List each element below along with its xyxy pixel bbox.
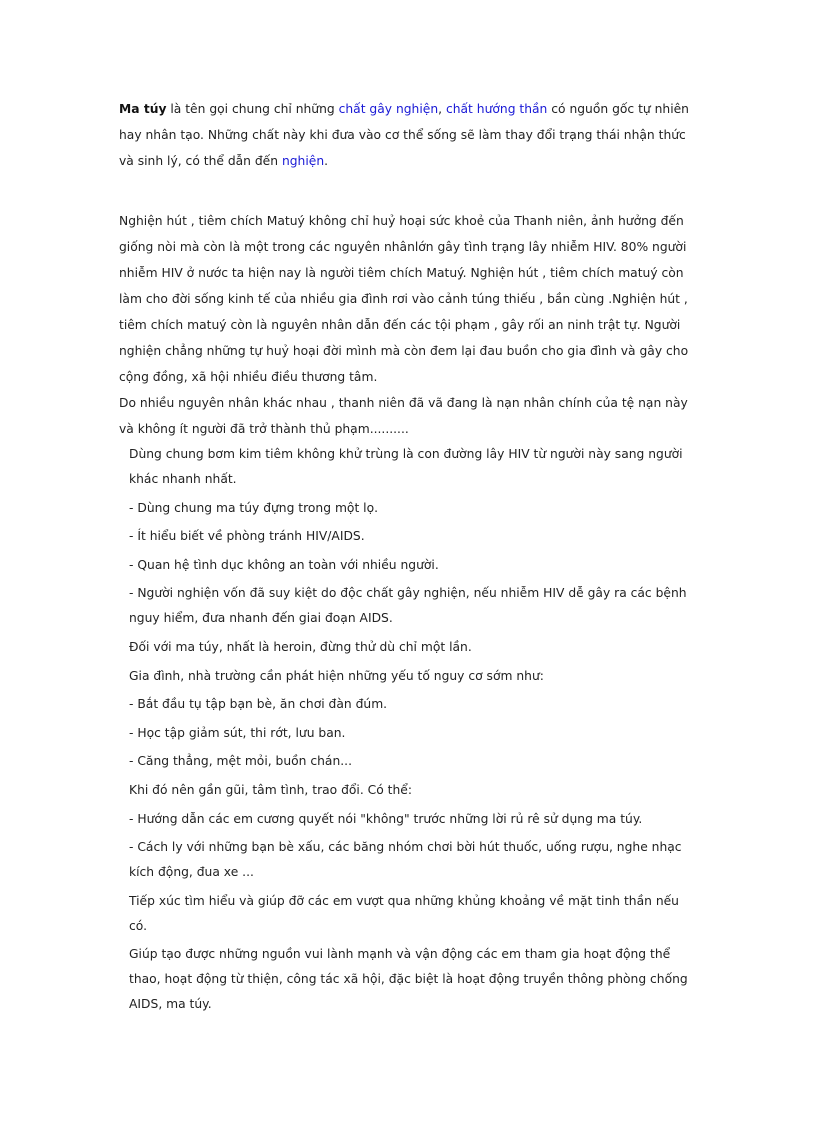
intro-separator: , [438,102,446,116]
list-item: - Dùng chung ma túy đựng trong một lọ. [129,500,379,515]
term-ma-tuy: Ma túy [119,102,167,116]
list-item: Khi đó nên gần gũi, tâm tình, trao đổi. Có thể: [129,782,412,797]
prevention-list [119,442,699,1017]
link-chat-huong-than[interactable]: chất hướng thần [445,102,548,116]
intro-paragraph [119,96,699,174]
list-item: - Cách ly với những bạn bè xấu, các băng nhóm chơi bời hút thuốc, uống rượu, nghe nhạc kích động, đua xe ... [129,840,682,880]
link-nghien[interactable]: nghiện [281,154,325,168]
link-chat-gay-nghien[interactable]: chất gây nghiện [338,102,439,116]
list-item: Đối với ma túy, nhất là heroin, đừng thử dù chỉ một lần. [129,639,472,654]
list-item: - Bắt đầu tụ tập bạn bè, ăn chơi đàn đúm. [129,697,388,712]
intro-text-1: là tên gọi chung chỉ những [166,102,339,116]
list-item: - Ít hiểu biết về phòng tránh HIV/AIDS. [129,529,365,544]
list-item: Giúp tạo được những nguồn vui lành mạnh và vận động các em tham gia hoạt động thể thao, hoạt động từ thiện, công tác xã hội, đặc biệt là hoạt động truyền thông phòng chống AIDS, ma túy. [129,947,688,1012]
document-page [119,96,699,1021]
list-item: Gia đình, nhà trường cần phát hiện những yếu tố nguy cơ sớm như: [129,668,544,683]
list-item: - Hướng dẫn các em cương quyết nói "không" trước những lời rủ rê sử dụng ma túy. [129,811,643,826]
list-item: - Học tập giảm sút, thi rớt, lưu ban. [129,725,346,740]
intro-text-2: có nguồn gốc tự nhiên hay nhân tạo. Những chất này khi đưa vào cơ thể sống sẽ làm thay đổi trạng thái nhận thức và sinh lý, có thể dẫn đến [119,102,689,168]
intro-text-3: . [324,154,329,168]
list-item: - Quan hệ tình dục không an toàn với nhiều người. [129,557,439,572]
list-item: Tiếp xúc tìm hiểu và giúp đỡ các em vượt qua những khủng khoảng về mặt tinh thần nếu có. [129,893,679,933]
list-item: - Căng thẳng, mệt mỏi, buồn chán... [129,754,352,769]
list-item: - Người nghiện vốn đã suy kiệt do độc chất gây nghiện, nếu nhiễm HIV dễ gây ra các bệnh nguy hiểm, đưa nhanh đến giai đoạn AIDS. [129,586,687,626]
paragraph-causes: Do nhiều nguyên nhân khác nhau , thanh niên đã vã đang là nạn nhân chính của tệ nạn này và không ít người đã trở thành thủ phạm.......... [119,396,688,436]
list-item: Dùng chung bơm kim tiêm không khử trùng là con đường lây HIV từ người này sang người khác nhanh nhất. [129,447,683,486]
paragraph-harms: Nghiện hút , tiêm chích Matuý không chỉ huỷ hoại sức khoẻ của Thanh niên, ảnh hưởng đến giống nòi mà còn là một trong các nguyên nhânlớn gây tình trạng lây nhiễm HIV. 80% người nhiễm HIV ở nước ta hiện nay là người tiêm chích Matuý. Nghiện hút , tiêm chích matuý còn làm cho đời sống kinh tế của nhiều gia đình rơi vào cảnh túng thiếu , bần cùng .Nghiện hút , tiêm chích matuý còn là nguyên nhân dẫn đến các tội phạm , gây rối an ninh trật tự. Người nghiện chẳng những tự huỷ hoại đời mình mà còn đem lại đau buồn cho gia đình và gây cho cộng đồng, xã hội nhiều điều thương tâm. [119,214,689,384]
